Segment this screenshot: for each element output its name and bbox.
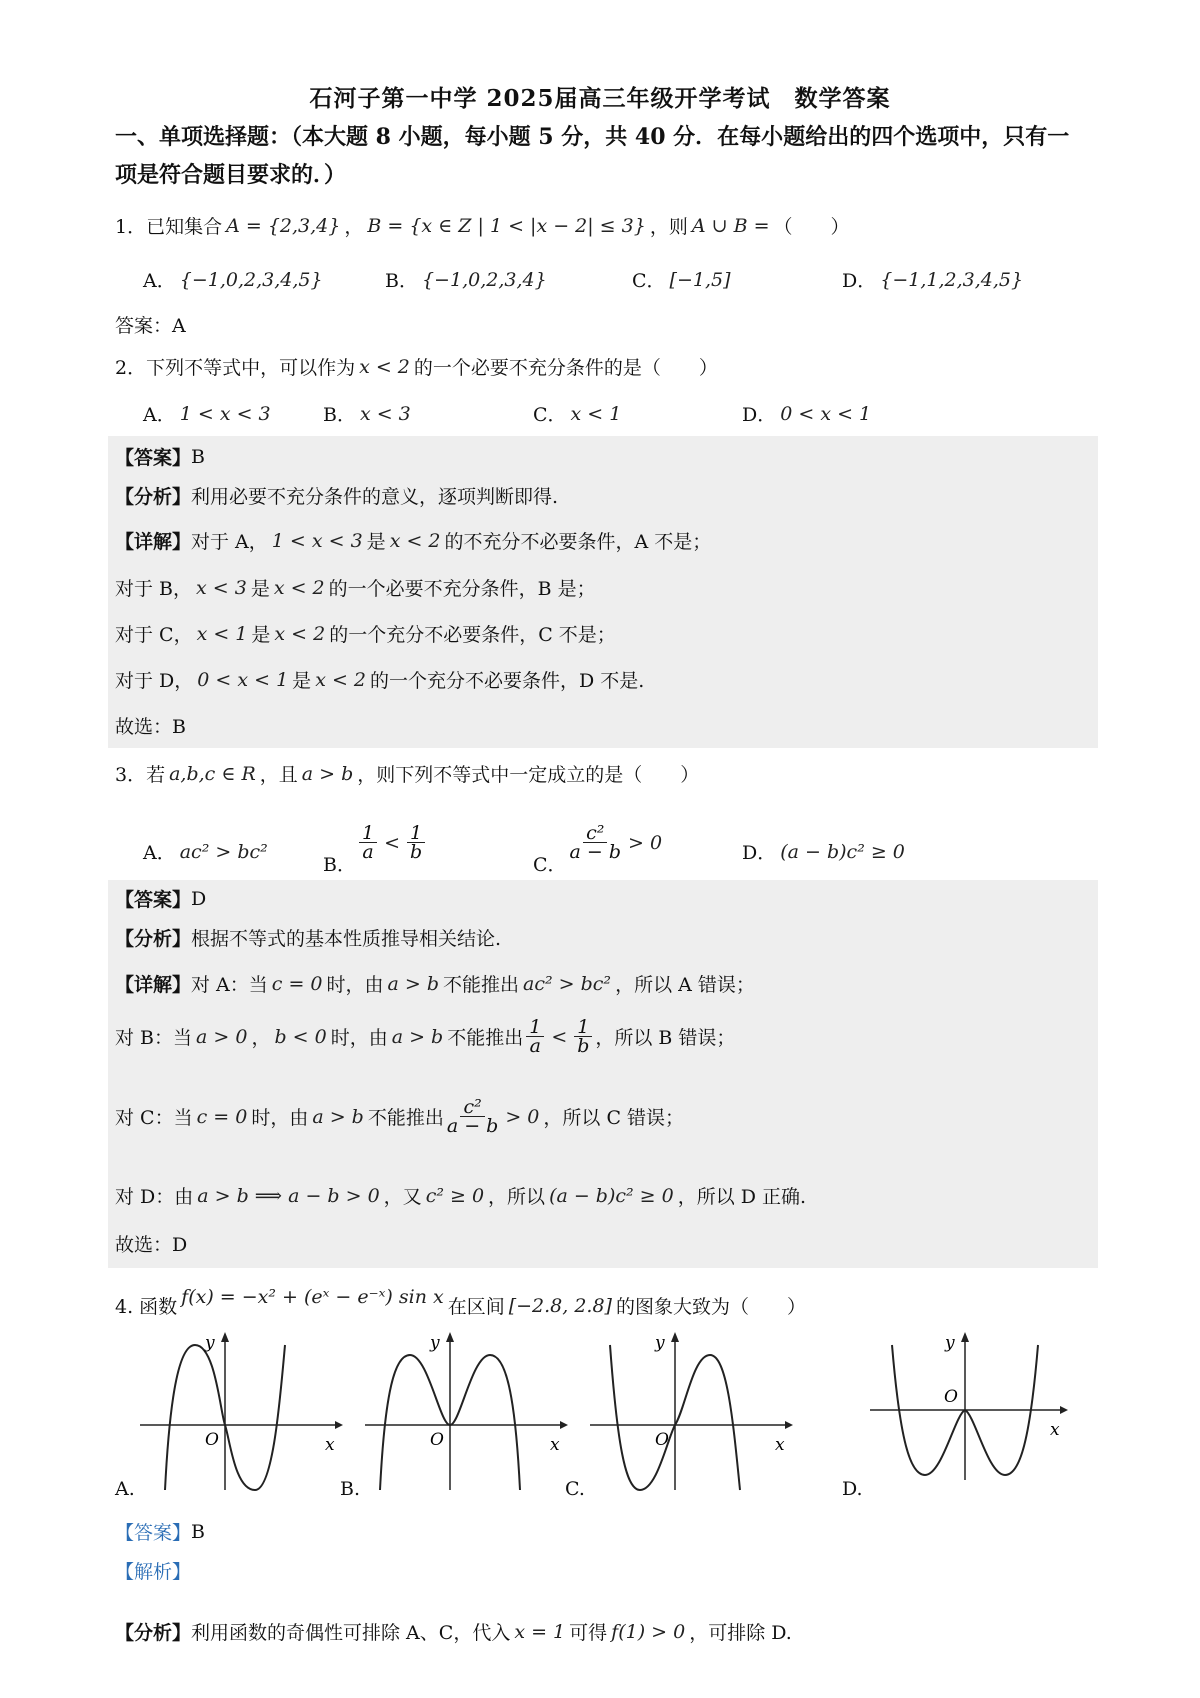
math: x < 2 (274, 622, 326, 645)
q4-stem (115, 1285, 806, 1319)
q4-mid: 在区间 (447, 1296, 505, 1318)
option-letter: B． (323, 404, 356, 426)
option-letter: C． (632, 270, 666, 292)
math: < (384, 831, 400, 854)
detail-tag: 【详解】 (115, 974, 192, 996)
analysis-text: 利用函数的奇偶性可排除 A、C，代入 (191, 1622, 511, 1644)
y-axis-arrow (671, 1332, 679, 1342)
q1-prefix: 1．已知集合 (115, 216, 223, 238)
q1-blank: （ ） (773, 216, 850, 238)
graph-option-b (360, 1330, 575, 1495)
option-letter: D． (742, 404, 777, 426)
math: [−2.8, 2.8] (508, 1294, 612, 1317)
detail-text: ，又 (383, 1186, 422, 1208)
detail-text: 对 C：当 (115, 1107, 193, 1129)
graph-c-letter: C. (565, 1478, 585, 1500)
math: f(x) = −x² + (eˣ − e⁻ˣ) sin x (181, 1285, 444, 1308)
q2-suffix: 的一个必要不充分条件的是（ ） (413, 357, 718, 379)
origin-label: O (655, 1430, 669, 1450)
numerator: 1 (359, 824, 377, 843)
option-text: {−1,0,2,3,4,5} (179, 268, 323, 291)
math: > 0 (505, 1105, 540, 1128)
detail-text: ，所以 C 错误； (543, 1107, 685, 1129)
detail-text: 是 (251, 624, 271, 646)
option-text: ac² > bc² (179, 840, 268, 863)
q3-option-d (742, 838, 909, 865)
detail-text: 时，由 (326, 974, 384, 996)
option-text: x < 1 (570, 402, 622, 425)
math: a > b ⟹ a − b > 0 (197, 1184, 380, 1207)
detail-text: ，所以 D 正确. (677, 1186, 807, 1208)
answer-value: B (191, 1520, 205, 1543)
q1-suffix: ，则 (649, 216, 688, 238)
answer-value: D (191, 887, 207, 910)
option-text: {−1,0,2,3,4} (421, 268, 547, 291)
numerator: c² (460, 1098, 484, 1117)
q3-option-c (533, 808, 666, 877)
fraction (526, 1018, 544, 1055)
math: a > b (312, 1105, 364, 1128)
q2-choice: 故选：B (115, 716, 186, 738)
detail-text: 是 (366, 531, 386, 553)
q2-analysis (115, 482, 558, 509)
q2-option-a (143, 400, 275, 427)
math: ac² > bc² (523, 972, 612, 995)
math: c = 0 (271, 972, 323, 995)
q2-detail-a (115, 527, 711, 554)
q1-option-a (143, 266, 327, 293)
x-axis-arrow (560, 1421, 568, 1429)
detail-text: 的一个充分不必要条件，D 不是. (370, 670, 645, 692)
origin-label: O (944, 1387, 958, 1407)
q2-option-c (533, 400, 625, 427)
fraction (574, 1018, 592, 1055)
origin-label: O (430, 1430, 444, 1450)
math: f(1) > 0 (611, 1620, 686, 1643)
q2-stem (115, 353, 718, 380)
detail-text: 对于 C， (115, 624, 193, 646)
q3-option-b (323, 808, 428, 877)
detail-text: 对于 B， (115, 578, 193, 600)
fraction (447, 1098, 499, 1135)
answer-value: B (191, 445, 205, 468)
math: x < 2 (315, 668, 366, 691)
q1-set-a: A = {2,3,4} (226, 214, 341, 237)
detail-text: 不能推出 (443, 974, 520, 996)
graph-option-c (585, 1330, 800, 1495)
answer-tag: 【答案】 (115, 1522, 192, 1544)
math: c = 0 (196, 1105, 248, 1128)
detail-text: 对 D：由 (115, 1186, 194, 1208)
q2-prefix: 2．下列不等式中，可以作为 (115, 357, 356, 379)
y-axis-label: y (945, 1333, 955, 1353)
option-letter: D． (742, 842, 777, 864)
q2-detail-c (115, 620, 616, 647)
answer-tag: 【答案】 (115, 447, 192, 469)
q2-option-b (323, 400, 415, 427)
detail-text: 对 B：当 (115, 1027, 193, 1049)
math: c² ≥ 0 (425, 1184, 485, 1207)
option-text: x < 3 (359, 402, 411, 425)
analysis-text: ，可排除 D. (689, 1622, 792, 1644)
option-letter: C． (533, 404, 567, 426)
option-letter: B． (323, 854, 356, 876)
detail-text: 的一个充分不必要条件，C 不是； (329, 624, 616, 646)
q3-prefix: 3．若 (115, 764, 166, 786)
q3-detail-c (115, 1098, 684, 1135)
math: a > 0 (196, 1025, 248, 1048)
q3-option-a (143, 838, 272, 865)
y-axis-arrow (446, 1332, 454, 1342)
q3-stem (115, 760, 699, 787)
analysis-text: 利用必要不充分条件的意义，逐项判断即得. (191, 486, 559, 508)
detail-text: 对 A：当 (191, 974, 268, 996)
analysis-tag: 【分析】 (115, 928, 192, 950)
detail-text: 的一个必要不充分条件，B 是； (328, 578, 596, 600)
numerator: 1 (407, 824, 425, 843)
numerator: 1 (574, 1018, 592, 1037)
option-letter: A． (143, 404, 176, 426)
denominator: b (409, 841, 423, 863)
math: b < 0 (274, 1025, 327, 1048)
detail-text: 对于 A， (191, 531, 268, 553)
option-text: 0 < x < 1 (780, 402, 872, 425)
numerator: 1 (526, 1018, 544, 1037)
math: x < 3 (196, 576, 247, 599)
graph-d-letter: D. (842, 1478, 863, 1500)
analysis-tag: 【分析】 (115, 1622, 192, 1644)
math: > 0 (628, 831, 663, 854)
fraction (570, 824, 622, 861)
detail-text: ，所以 (488, 1186, 546, 1208)
math: a > b (391, 1025, 444, 1048)
detail-text: ， (251, 1027, 271, 1049)
y-axis-label: y (655, 1333, 665, 1353)
option-letter: C． (533, 854, 567, 876)
option-text: {−1,1,2,3,4,5} (880, 268, 1024, 291)
q2-option-d (742, 400, 875, 427)
detail-text: 对于 D， (115, 670, 194, 692)
q1-option-c (632, 266, 735, 293)
analysis-text: 根据不等式的基本性质推导相关结论. (191, 928, 502, 950)
detail-text: ，所以 B 错误； (595, 1027, 736, 1049)
x-axis-label: x (1050, 1420, 1060, 1440)
denominator: a (362, 841, 374, 863)
answer-tag: 【答案】 (115, 889, 192, 911)
q3-analysis (115, 924, 501, 951)
option-text: 1 < x < 3 (179, 402, 271, 425)
q1-answer: 答案：A (115, 315, 186, 337)
numerator: c² (583, 824, 607, 843)
math: a,b,c ∈ R (169, 762, 256, 785)
y-axis-label: y (430, 1333, 440, 1353)
q1-comma: ， (344, 216, 364, 238)
detail-text: ，所以 A 错误； (615, 974, 755, 996)
y-axis-arrow (961, 1332, 969, 1342)
option-letter: B． (385, 270, 418, 292)
fraction (407, 824, 425, 861)
detail-text: 不能推出 (447, 1027, 524, 1049)
detail-text: 是 (292, 670, 312, 692)
q1-stem (115, 212, 850, 239)
math: 0 < x < 1 (197, 668, 289, 691)
denominator: b (577, 1035, 590, 1057)
q2-detail-b (115, 574, 596, 601)
q4-analysis (115, 1618, 792, 1645)
option-text: (a − b)c² ≥ 0 (780, 840, 905, 863)
q3-suffix: ，则下列不等式中一定成立的是（ ） (357, 764, 700, 786)
origin-label: O (205, 1430, 219, 1450)
option-letter: D． (842, 270, 877, 292)
graph-option-d (870, 1330, 1085, 1495)
option-letter: A． (143, 842, 176, 864)
math: 1 < x < 3 (271, 529, 363, 552)
math: x < 1 (196, 622, 248, 645)
analysis-tag: 【分析】 (115, 486, 192, 508)
q3-detail-a (115, 970, 755, 997)
q4-solution-tag (115, 1557, 191, 1584)
q1-option-b (385, 266, 551, 293)
math: (a − b)c² ≥ 0 (549, 1184, 674, 1207)
detail-text: 是 (250, 578, 270, 600)
math: x = 1 (514, 1620, 566, 1643)
math: a > b (387, 972, 440, 995)
x-axis-label: x (550, 1435, 560, 1455)
fraction (359, 824, 377, 861)
q1-expr: A ∪ B = (691, 214, 770, 237)
detail-text: 的不充分不必要条件，A 不是； (444, 531, 712, 553)
math: a > b (301, 762, 354, 785)
x-axis-arrow (335, 1421, 343, 1429)
q1-option-d (842, 266, 1027, 293)
q3-detail-b (115, 1018, 735, 1055)
q3-choice: 故选：D (115, 1234, 188, 1256)
solution-tag: 【解析】 (115, 1561, 192, 1583)
option-text: [−1,5] (669, 268, 731, 291)
q4-suffix: 的图象大致为（ ） (615, 1296, 806, 1318)
q2-answer (115, 443, 205, 470)
q4-prefix: 4. 函数 (115, 1296, 178, 1318)
y-axis-label: y (205, 1333, 215, 1353)
analysis-text: 可得 (569, 1622, 608, 1644)
q2-detail-d (115, 666, 644, 693)
graph-a-letter: A. (115, 1478, 135, 1500)
option-letter: A． (143, 270, 176, 292)
graph-option-a (135, 1330, 350, 1495)
q4-answer (115, 1518, 205, 1545)
denominator: a − b (446, 1115, 499, 1137)
q2-condition: x < 2 (359, 355, 410, 378)
math: x < 2 (389, 529, 441, 552)
detail-tag: 【详解】 (115, 531, 192, 553)
detail-text: 不能推出 (367, 1107, 444, 1129)
x-axis-arrow (785, 1421, 793, 1429)
math: x < 2 (273, 576, 325, 599)
q3-answer (115, 885, 206, 912)
x-axis-label: x (325, 1435, 335, 1455)
detail-text: 时，由 (251, 1107, 309, 1129)
q3-mid: ，且 (259, 764, 298, 786)
section-heading: 一、单项选择题：（本大题 8 小题，每小题 5 分，共 40 分．在每小题给出的四个选项中，只有一项是符合题目要求的．） (115, 124, 1070, 188)
math: < (551, 1025, 568, 1048)
y-axis-arrow (221, 1332, 229, 1342)
detail-text: 时，由 (330, 1027, 388, 1049)
graph-b-letter: B. (340, 1478, 361, 1500)
denominator: a − b (569, 841, 622, 863)
page-title: 石河子第一中学 2025届高三年级开学考试 数学答案 (309, 85, 891, 112)
denominator: a (529, 1035, 541, 1057)
x-axis-label: x (775, 1435, 785, 1455)
x-axis-arrow (1060, 1406, 1068, 1414)
q1-set-b: B = {x ∈ Z | 1 < |x − 2| ≤ 3} (367, 214, 646, 237)
q3-detail-d (115, 1182, 806, 1209)
